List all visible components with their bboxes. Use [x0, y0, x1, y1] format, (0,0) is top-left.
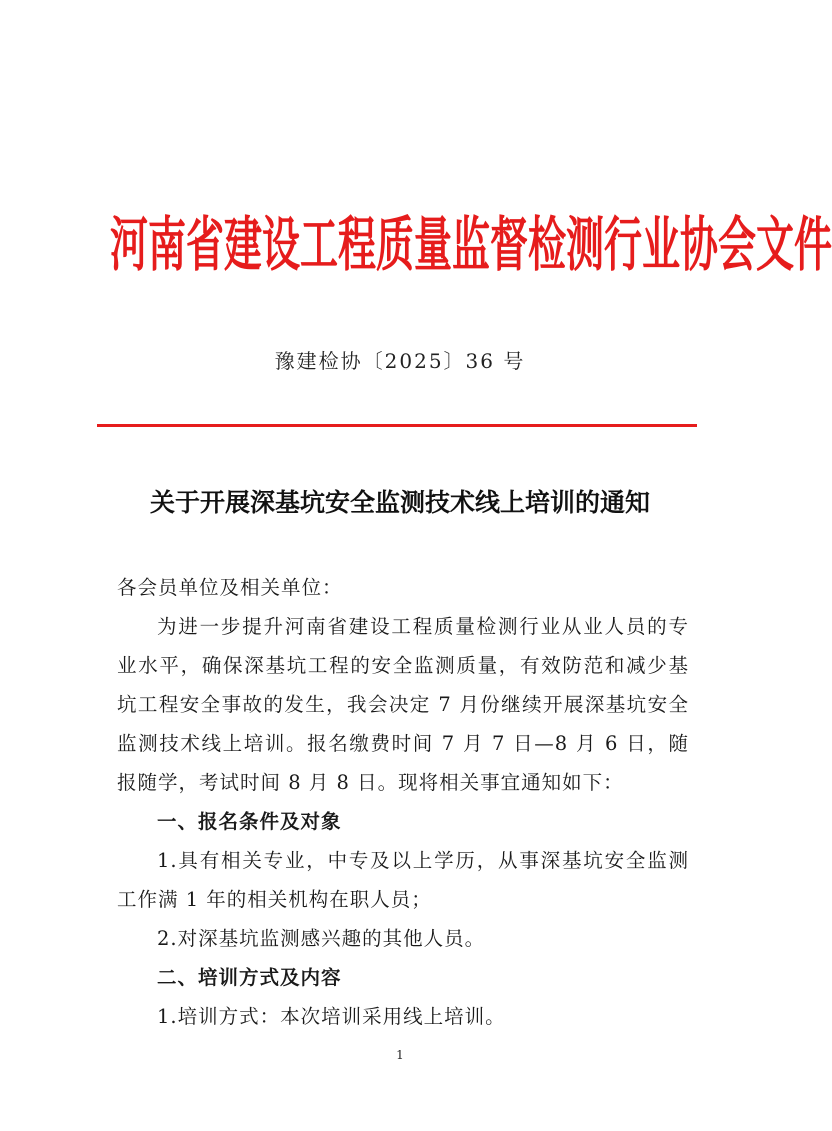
notice-title: 关于开展深基坑安全监测技术线上培训的通知 [149, 488, 650, 517]
list-item: 1.具有相关专业，中专及以上学历，从事深基坑安全监测工作满 1 年的相关机构在职人员； [117, 849, 689, 911]
page-number: 1 [396, 1048, 404, 1062]
section-heading-training: 二、培训方式及内容 [157, 966, 342, 989]
red-divider-line [97, 424, 697, 427]
intro-paragraph: 为进一步提升河南省建设工程质量检测行业从业人员的专业水平，确保深基坑工程的安全监测质量，有效防范和减少基坑工程安全事故的发生，我会决定 7 月份继续开展深基坑安全监测技术线上培训。报名缴费时间 7 月 7 日—8 月 6 日，随报随学，考试时间 8 月 8 日。现将相关事宜通知如下： [117, 615, 689, 794]
masthead-title: 河南省建设工程质量监督检测行业协会文件 [110, 209, 832, 280]
document-number: 豫建检协〔2025〕36 号 [274, 349, 526, 373]
list-item: 2.对深基坑监测感兴趣的其他人员。 [157, 927, 486, 950]
salutation: 各会员单位及相关单位： [117, 576, 343, 599]
list-item: 1.培训方式：本次培训采用线上培训。 [157, 1005, 506, 1028]
document-body [117, 568, 689, 1036]
section-heading-registration: 一、报名条件及对象 [157, 810, 342, 833]
